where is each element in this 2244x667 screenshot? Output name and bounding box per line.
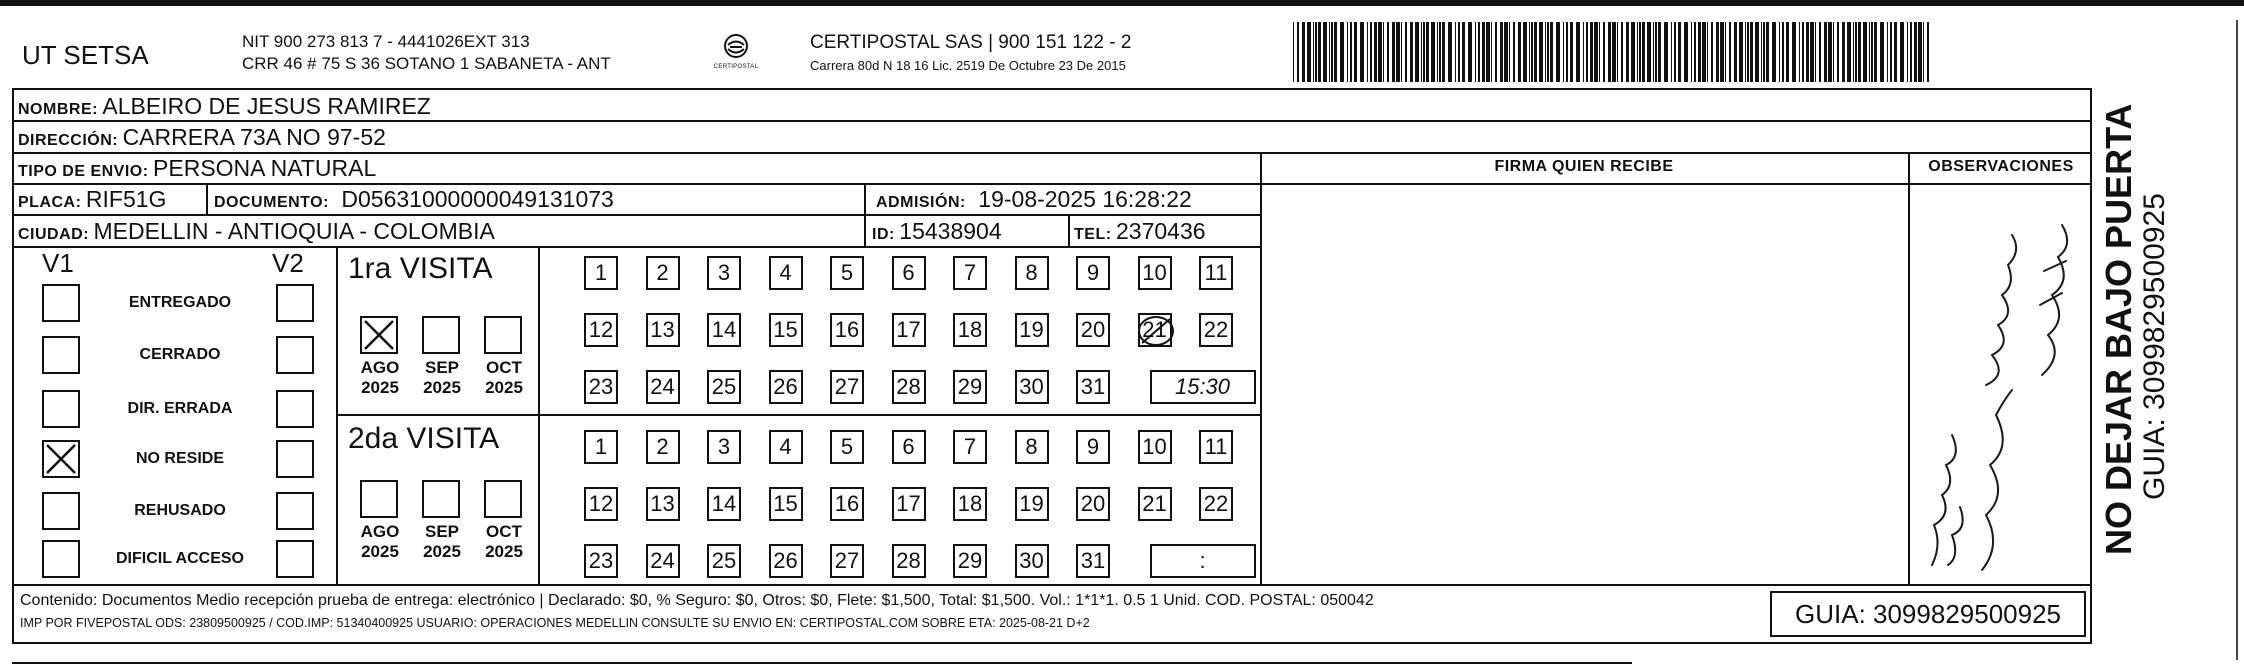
day-box[interactable]: 18 <box>953 313 987 347</box>
v2-checkbox[interactable] <box>276 492 314 530</box>
observaciones-handwriting <box>1912 185 2090 582</box>
day-box[interactable]: 20 <box>1076 313 1110 347</box>
day-box[interactable]: 5 <box>830 256 864 290</box>
day-box[interactable]: 5 <box>830 430 864 464</box>
day-box[interactable]: 27 <box>830 544 864 578</box>
day-box[interactable]: 1 <box>584 256 618 290</box>
month-name: OCT <box>486 358 522 377</box>
status-option-label: NO RESIDE <box>135 450 224 467</box>
month-checkbox[interactable] <box>422 480 460 518</box>
v1-checkbox[interactable] <box>42 390 80 428</box>
day-box[interactable]: 10 <box>1138 430 1172 464</box>
day-box[interactable]: 6 <box>892 256 926 290</box>
id-label: ID: <box>872 226 895 243</box>
day-box[interactable]: 12 <box>584 487 618 521</box>
placa-label: PLACA: <box>18 194 82 211</box>
v1-label: V1 <box>42 248 74 278</box>
day-box[interactable]: 14 <box>707 313 741 347</box>
tel-value: 2370436 <box>1116 218 1206 244</box>
day-box[interactable]: 4 <box>769 256 803 290</box>
day-box[interactable]: 7 <box>953 430 987 464</box>
license-line: Carrera 80d N 18 16 Lic. 2519 De Octubre 23 De 2015 <box>810 58 1126 73</box>
no-dejar-bajo-puerta: NO DEJAR BAJO PUERTA <box>2098 103 2139 555</box>
v1-checkbox[interactable] <box>42 440 80 478</box>
day-box[interactable]: 25 <box>707 544 741 578</box>
day-box[interactable]: 29 <box>953 544 987 578</box>
tipo-label: TIPO DE ENVIO: <box>18 163 149 180</box>
logo-caption: CERTIPOSTAL <box>713 64 759 70</box>
v2-checkbox[interactable] <box>276 284 314 322</box>
placa-row <box>18 186 166 213</box>
company-name: UT SETSA <box>22 40 149 70</box>
month-name: AGO <box>360 522 400 541</box>
nit-line: NIT 900 273 813 7 - 4441026EXT 313 <box>242 32 530 51</box>
month-year: 2025 <box>423 542 461 561</box>
nombre-value: ALBEIRO DE JESUS RAMIREZ <box>102 93 431 119</box>
v2-checkbox[interactable] <box>276 336 314 374</box>
day-box[interactable]: 25 <box>707 370 741 404</box>
month-year: 2025 <box>485 542 523 561</box>
certipostal-logo-icon <box>706 30 766 78</box>
status-option-label: ENTREGADO <box>128 294 232 311</box>
day-box[interactable]: 10 <box>1138 256 1172 290</box>
right-edge-rule <box>2236 20 2238 660</box>
month-year: 2025 <box>361 542 399 561</box>
day-box[interactable]: 16 <box>830 313 864 347</box>
v2-label: V2 <box>272 248 304 278</box>
day-box[interactable]: 3 <box>707 430 741 464</box>
day-box[interactable]: 17 <box>892 313 926 347</box>
status-option-label: CERRADO <box>139 346 221 363</box>
tipo-row <box>18 155 376 182</box>
direccion-value: CARRERA 73A NO 97-52 <box>122 124 386 150</box>
month-name: AGO <box>360 358 400 377</box>
status-option-label: DIR. ERRADA <box>127 400 233 417</box>
firma-area[interactable] <box>1262 185 1906 582</box>
firma-label: FIRMA QUIEN RECIBE <box>1494 158 1674 175</box>
day-box[interactable]: 28 <box>892 544 926 578</box>
day-box[interactable]: 24 <box>646 370 680 404</box>
day-box[interactable]: 7 <box>953 256 987 290</box>
v1-checkbox[interactable] <box>42 540 80 578</box>
certipostal-logo <box>706 30 766 78</box>
day-box[interactable]: 27 <box>830 370 864 404</box>
direccion-row <box>18 124 386 151</box>
day-box[interactable]: 12 <box>584 313 618 347</box>
day-box[interactable]: 8 <box>1015 430 1049 464</box>
day-box[interactable]: 31 <box>1076 370 1110 404</box>
top-edge-band <box>0 0 2244 6</box>
day-box[interactable]: 22 <box>1199 487 1233 521</box>
documento-value: D05631000000049131073 <box>341 186 614 212</box>
day-box[interactable]: 8 <box>1015 256 1049 290</box>
day-box[interactable]: 19 <box>1015 313 1049 347</box>
handwritten-note-icon <box>1912 185 2090 582</box>
day-box[interactable]: 9 <box>1076 430 1110 464</box>
v1-checkbox[interactable] <box>42 492 80 530</box>
time-box[interactable]: : <box>1150 544 1256 578</box>
v2-checkbox[interactable] <box>276 540 314 578</box>
day-box[interactable]: 17 <box>892 487 926 521</box>
day-box[interactable]: 26 <box>769 370 803 404</box>
month-checkbox[interactable] <box>422 316 460 354</box>
day-box[interactable]: 2 <box>646 430 680 464</box>
month-name: OCT <box>486 522 522 541</box>
day-box[interactable]: 28 <box>892 370 926 404</box>
day-box[interactable]: 23 <box>584 370 618 404</box>
day-box[interactable]: 29 <box>953 370 987 404</box>
day-box[interactable]: 16 <box>830 487 864 521</box>
month-year: 2025 <box>361 378 399 397</box>
v2-checkbox[interactable] <box>276 440 314 478</box>
day-box[interactable]: 3 <box>707 256 741 290</box>
month-checkbox[interactable] <box>484 480 522 518</box>
side-guia: GUIA: 3099829500925 <box>2138 193 2171 500</box>
day-box[interactable]: 11 <box>1199 430 1233 464</box>
day-box[interactable]: 30 <box>1015 370 1049 404</box>
day-box[interactable]: 18 <box>953 487 987 521</box>
day-box[interactable]: 9 <box>1076 256 1110 290</box>
barcode <box>1293 22 1933 82</box>
admision-value: 19-08-2025 16:28:22 <box>978 186 1192 212</box>
day-box[interactable]: 21 <box>1138 313 1172 347</box>
tel-row <box>1074 218 1206 245</box>
day-box[interactable]: 2 <box>646 256 680 290</box>
day-box[interactable]: 19 <box>1015 487 1049 521</box>
id-value: 15438904 <box>899 218 1002 244</box>
month-name: SEP <box>424 522 460 541</box>
visit2-title: 2da VISITA <box>348 422 500 455</box>
certipostal-line: CERTIPOSTAL SAS | 900 151 122 - 2 <box>810 32 1132 53</box>
month-year: 2025 <box>485 378 523 397</box>
month-year: 2025 <box>423 378 461 397</box>
address-line: CRR 46 # 75 S 36 SOTANO 1 SABANETA - ANT <box>242 54 611 73</box>
admision-row <box>876 186 1192 213</box>
footer-imp-line: IMP POR FIVEPOSTAL ODS: 23809500925 / COD.IMP: 51340400925 USUARIO: OPERACIONES MEDELLIN CONSULTE SU ENVIO EN: CERTIPOSTAL.COM SOBRE ETA: 2025-08-21 D+2 <box>20 616 1090 630</box>
day-box[interactable]: 23 <box>584 544 618 578</box>
v1-checkbox[interactable] <box>42 284 80 322</box>
day-box[interactable]: 15 <box>769 487 803 521</box>
visit1-title: 1ra VISITA <box>348 252 493 285</box>
day-box[interactable]: 24 <box>646 544 680 578</box>
month-name: SEP <box>424 358 460 377</box>
month-checkbox[interactable] <box>484 316 522 354</box>
day-box[interactable]: 13 <box>646 313 680 347</box>
guia-box-text: GUIA: 3099829500925 <box>1795 599 2061 629</box>
documento-row <box>214 186 614 213</box>
month-checkbox[interactable] <box>360 480 398 518</box>
ciudad-row <box>18 218 495 245</box>
tel-label: TEL: <box>1074 226 1112 243</box>
day-box[interactable]: 21 <box>1138 487 1172 521</box>
day-box[interactable]: 26 <box>769 544 803 578</box>
observaciones-label: OBSERVACIONES <box>1928 158 2074 175</box>
tipo-value: PERSONA NATURAL <box>153 155 377 181</box>
nombre-row <box>18 93 431 120</box>
time-box[interactable]: 15:30 <box>1150 370 1256 404</box>
documento-label: DOCUMENTO: <box>214 194 329 211</box>
day-box[interactable]: 20 <box>1076 487 1110 521</box>
day-box[interactable]: 31 <box>1076 544 1110 578</box>
ciudad-value: MEDELLIN - ANTIOQUIA - COLOMBIA <box>93 218 495 244</box>
day-box[interactable]: 30 <box>1015 544 1049 578</box>
admision-label: ADMISIÓN: <box>876 194 966 211</box>
day-box[interactable]: 13 <box>646 487 680 521</box>
day-box[interactable]: 14 <box>707 487 741 521</box>
day-box[interactable]: 6 <box>892 430 926 464</box>
footer-contenido: Contenido: Documentos Medio recepción prueba de entrega: electrónico | Declarado: $0, % Seguro: $0, Otros: $0, Flete: $1,500, Total: $1,500. Vol.: 1*1*1. 0.5 1 Unid. COD. POSTAL: 050042 <box>20 592 1374 609</box>
status-option-label: DIFICIL ACCESO <box>115 550 244 567</box>
direccion-label: DIRECCIÓN: <box>18 132 119 149</box>
day-box[interactable]: 11 <box>1199 256 1233 290</box>
status-option-label: REHUSADO <box>134 502 226 519</box>
day-box[interactable]: 15 <box>769 313 803 347</box>
v2-checkbox[interactable] <box>276 390 314 428</box>
day-box[interactable]: 4 <box>769 430 803 464</box>
day-box[interactable]: 1 <box>584 430 618 464</box>
ciudad-label: CIUDAD: <box>18 226 90 243</box>
bottom-rule <box>12 662 1632 664</box>
placa-value: RIF51G <box>85 186 167 212</box>
v1-checkbox[interactable] <box>42 336 80 374</box>
day-box[interactable]: 22 <box>1199 313 1233 347</box>
id-row <box>872 218 1002 245</box>
nombre-label: NOMBRE: <box>18 101 98 118</box>
month-checkbox[interactable] <box>360 316 398 354</box>
